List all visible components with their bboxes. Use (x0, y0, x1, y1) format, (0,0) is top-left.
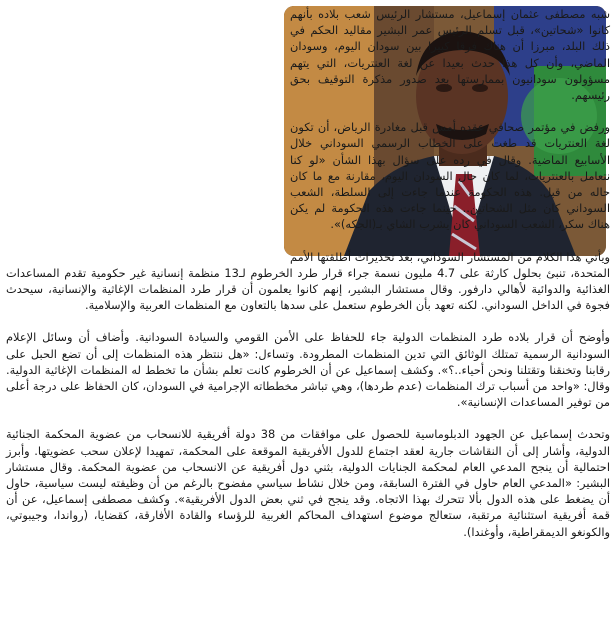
paragraph-5: وتحدث إسماعيل عن الجهود الدبلوماسية للحصول على موافقات من 38 دولة أفريقية للانسحاب من عضوية المحكمة الجنائية الدولية، وأشار إلى أن النقاشات جارية لعقد اجتماع للدول الأفريقية الموقعة على المحكمة، تمهيدا لإعلان سحب عضويتها. وأبرز احتمالية أن ينجح المدعي العام لمحكمة الجنايات الدولية، بثني دول أفريقية عن الانسحاب من عضوية المحكمة. وقال مستشار البشير: «المدعي العام حاول في الفترة السابقة، ومن خلال نشاط سياسي مفضوح بالرغم من أن وظيفته ليست سياسية، حاول أن يضغط على هذه الدول بألا تتحرك بهذا الاتجاه. وقد ينجح في ثني بعض الدول الأفريقية». وكشف مصطفى إسماعيل، عن أن قمة أفريقية استثنائية مرتقبة، ستعالج موضوع استهداف المحاكم الغربية للرؤساء والقادة الأفارقة، كقضايا، (رواندا، وجيبوتي، والكونغو الديمقراطية، وأوغندا). (6, 427, 610, 539)
paragraph-1: شبه مصطفى عثمان إسماعيل، مستشار الرئيس شعب بلاده بأنهم كانوا «شحاتين»، قبل تسلم الرئيس عمر البشير مقاليد الحكم في ذلك البلد، مبرزا أن هناك فرقا كبيرا بين سودان اليوم، وسودان الماضي، وأن كل هذا حدث بعيدا عن لغة العنتريات، التي يتهم مسؤولون سودانيون بممارستها بعد صدور مذكرة التوقيف بحق رئيسهم. (290, 7, 610, 103)
article-body (6, 0, 610, 556)
paragraph-3: ويأتي هذا الكلام من المستشار السوداني، بعد تحذيرات أطلقتها الأمم المتحدة، تنبئ بحلول كارثة على 4.7 مليون نسمة جراء قرار طرد الخرطوم لـ13 منظمة إنسانية غير حكومية تقدم المساعدات الغذائية والدوائية لأهالي دارفور. وقال مستشار البشير، إنهم كانوا يعلمون أن قرار طرد المنظمات الإغاثية والإنسانية، سيحدث فجوة في الداخل السوداني. لكنه تعهد بأن الخرطوم ستعمل على سدها بالتعاون مع المنظمات العربية والإسلامية. (6, 249, 610, 313)
photo-spacer (6, 0, 290, 262)
paragraph-4: وأوضح أن قرار بلاده طرد المنظمات الدولية جاء للحفاظ على الأمن القومي والسيادة السودانية. وأضاف أن وسائل الإعلام السودانية الرسمية تمتلك الوثائق التي تدين المنظمات المطرودة. وتساءل: «هل ننتظر هذه المنظمات إلى أن تضع الحبل على رقابنا وتخنقنا وتقتلنا ونحن أحياء..؟». وكشف إسماعيل عن أن الخرطوم كانت تعلم بشأن ما تخطط له المنظمات الإغاثية الدولية. وقال: «واحد من أسباب ترك المنظمات (عدم طردها)، وهي تباشر مخططاته الإجرامية في السودان، كان الحفاظ على درجة أعلى من توفير المساعدات الإنسانية». (6, 330, 610, 410)
paragraph-2: ورفض في مؤتمر صحافي عقده أمس قبل مغادرة الرياض، أن تكون لغة العنتريات قد طغت على الخطاب الرسمي السوداني خلال الأسابيع الماضية. وقال في رده على سؤال بهذا الشأن «لو كنا نتعامل بالعنتريات، لما كان حال السودان اليوم، مقارنة مع ما كان حاله من قبل. هذه الحكومة عندما جاءت إلى السلطة، الشعب السوداني كان مثل الشحاتين.. حينما جاءت هذه الحكومة لم يكن هناك سكر، الشعب السوداني كان يشرب الشاي بـ(الجكه)». (290, 120, 610, 232)
